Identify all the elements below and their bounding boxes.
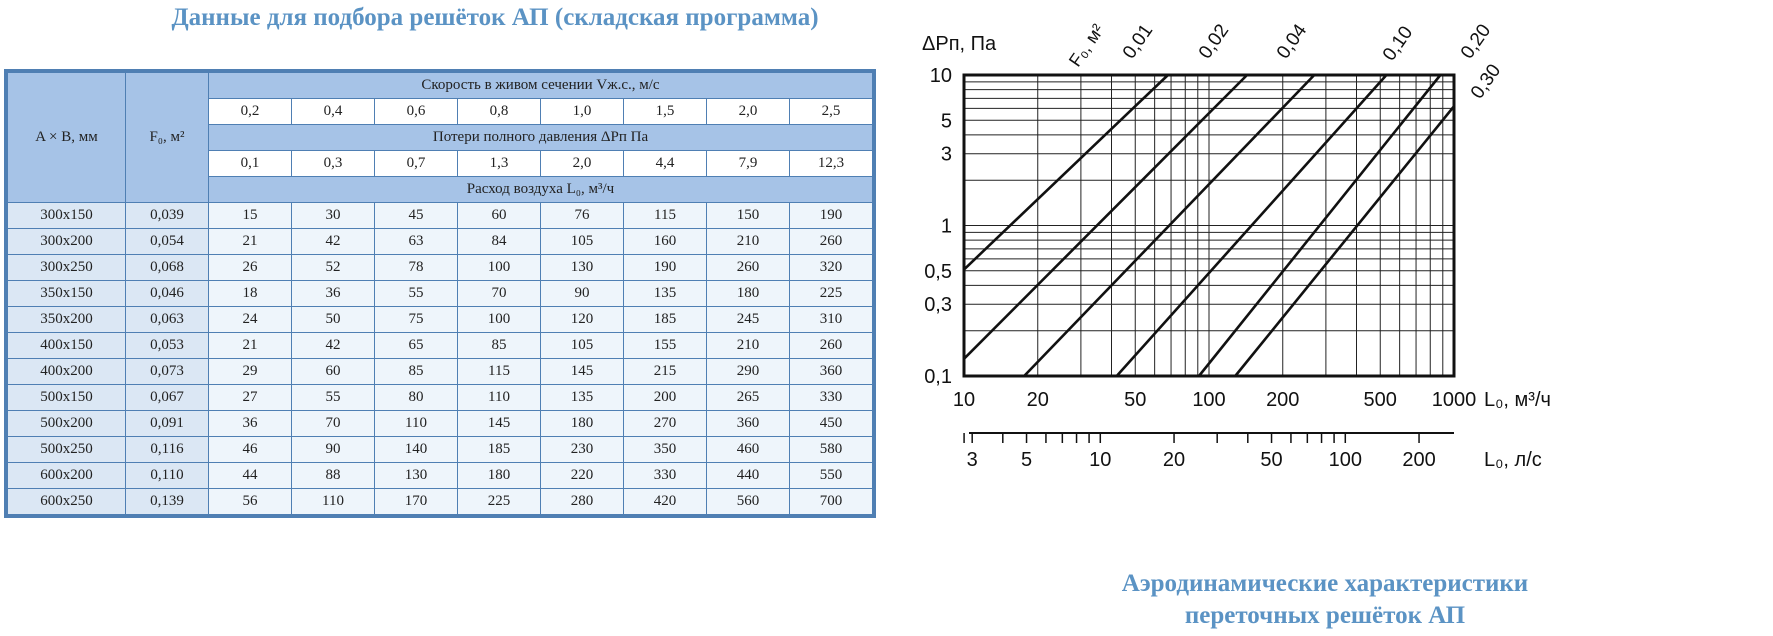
flow-cell: 260 <box>790 333 873 359</box>
speed-cell: 0,6 <box>375 99 458 125</box>
flow-cell: 155 <box>624 333 707 359</box>
flow-cell: 90 <box>541 281 624 307</box>
flow-cell: 110 <box>375 411 458 437</box>
series-label: 0,10 <box>1378 22 1418 65</box>
x-tick-label: 200 <box>1266 389 1300 411</box>
flow-cell: 440 <box>707 463 790 489</box>
x-tick-label: 100 <box>1192 389 1226 411</box>
loss-cell: 0,3 <box>292 151 375 177</box>
flow-cell: 42 <box>292 229 375 255</box>
loss-cell: 1,3 <box>458 151 541 177</box>
flow-cell: 27 <box>209 385 292 411</box>
flow-cell: 360 <box>707 411 790 437</box>
flow-cell: 330 <box>790 385 873 411</box>
flow-cell: 55 <box>292 385 375 411</box>
table-row <box>8 229 873 255</box>
flow-cell: 26 <box>209 255 292 281</box>
flow-cell: 42 <box>292 333 375 359</box>
flow-cell: 180 <box>458 463 541 489</box>
secondary-tick-label: 100 <box>1328 449 1362 471</box>
x-axis-label: L₀, м³/ч <box>1484 389 1551 411</box>
table-row <box>8 489 873 515</box>
y-tick-label: 1 <box>940 215 952 238</box>
flow-cell: 120 <box>541 307 624 333</box>
flow-cell: 80 <box>375 385 458 411</box>
series-line <box>1235 106 1454 376</box>
table-row <box>8 255 873 281</box>
flow-cell: 24 <box>209 307 292 333</box>
flow-cell: 84 <box>458 229 541 255</box>
flow-cell: 52 <box>292 255 375 281</box>
speed-cell: 1,5 <box>624 99 707 125</box>
flow-cell: 60 <box>292 359 375 385</box>
flow-cell: 115 <box>458 359 541 385</box>
speed-cell: 0,4 <box>292 99 375 125</box>
x-tick-label: 500 <box>1363 389 1397 411</box>
flow-cell: 170 <box>375 489 458 515</box>
flow-cell: 135 <box>541 385 624 411</box>
flow-cell: 260 <box>790 229 873 255</box>
secondary-tick-label: 5 <box>1020 449 1033 471</box>
flow-cell: 21 <box>209 229 292 255</box>
flow-cell: 230 <box>541 437 624 463</box>
flow-cell: 420 <box>624 489 707 515</box>
flow-cell: 150 <box>707 203 790 229</box>
speed-cell: 1,0 <box>541 99 624 125</box>
header-speed: Скорость в живом сечении Vж.с., м/с <box>209 73 873 99</box>
flow-cell: 56 <box>209 489 292 515</box>
flow-cell: 75 <box>375 307 458 333</box>
loss-cell: 0,1 <box>209 151 292 177</box>
y-tick-label: 0,5 <box>924 260 952 283</box>
series-header: F₀, м² <box>1064 20 1109 71</box>
table-title: Данные для подбора решёток АП (складская программа) <box>171 4 819 31</box>
x-tick-label: 50 <box>1124 389 1147 411</box>
flow-cell: 320 <box>790 255 873 281</box>
x-tick-label: 20 <box>1026 389 1049 411</box>
aerodynamic-chart <box>922 0 1773 560</box>
flow-cell: 55 <box>375 281 458 307</box>
flow-cell: 115 <box>624 203 707 229</box>
flow-cell: 36 <box>209 411 292 437</box>
flow-cell: 180 <box>707 281 790 307</box>
flow-cell: 580 <box>790 437 873 463</box>
header-flow: Расход воздуха L₀, м³/ч <box>209 177 873 203</box>
f0-cell: 0,067 <box>126 385 209 411</box>
flow-cell: 450 <box>790 411 873 437</box>
flow-cell: 700 <box>790 489 873 515</box>
series-line <box>964 75 1247 359</box>
size-cell: 350x200 <box>8 307 126 333</box>
f0-cell: 0,063 <box>126 307 209 333</box>
loss-cell: 7,9 <box>707 151 790 177</box>
flow-cell: 100 <box>458 307 541 333</box>
flow-cell: 70 <box>458 281 541 307</box>
flow-cell: 63 <box>375 229 458 255</box>
y-tick-label: 0,3 <box>924 294 952 317</box>
flow-cell: 105 <box>541 333 624 359</box>
flow-cell: 30 <box>292 203 375 229</box>
flow-cell: 105 <box>541 229 624 255</box>
header-size: A × B, мм <box>8 73 126 203</box>
flow-cell: 190 <box>790 203 873 229</box>
size-cell: 300x200 <box>8 229 126 255</box>
secondary-tick-label: 10 <box>1089 449 1112 471</box>
flow-cell: 85 <box>458 333 541 359</box>
size-cell: 350x150 <box>8 281 126 307</box>
size-cell: 500x200 <box>8 411 126 437</box>
selection-table <box>7 72 873 515</box>
flow-cell: 200 <box>624 385 707 411</box>
flow-cell: 135 <box>624 281 707 307</box>
flow-cell: 76 <box>541 203 624 229</box>
secondary-axis-label: L₀, л/с <box>1484 449 1542 471</box>
flow-cell: 350 <box>624 437 707 463</box>
table-row <box>8 411 873 437</box>
flow-cell: 50 <box>292 307 375 333</box>
flow-cell: 145 <box>541 359 624 385</box>
y-tick-label: 5 <box>940 110 952 133</box>
flow-cell: 220 <box>541 463 624 489</box>
series-label: 0,02 <box>1194 20 1234 63</box>
series-label: 0,01 <box>1118 20 1158 63</box>
size-cell: 600x200 <box>8 463 126 489</box>
loss-cell: 0,7 <box>375 151 458 177</box>
secondary-tick-label: 200 <box>1402 449 1436 471</box>
header-f0: F₀, м² <box>126 73 209 203</box>
flow-cell: 550 <box>790 463 873 489</box>
series-label: 0,30 <box>1466 60 1506 103</box>
x-tick-label: 1000 <box>1431 389 1477 411</box>
f0-cell: 0,110 <box>126 463 209 489</box>
flow-cell: 100 <box>458 255 541 281</box>
flow-cell: 130 <box>375 463 458 489</box>
size-cell: 500x250 <box>8 437 126 463</box>
table-row <box>8 437 873 463</box>
x-tick-label: 10 <box>952 389 976 411</box>
size-cell: 500x150 <box>8 385 126 411</box>
flow-cell: 21 <box>209 333 292 359</box>
flow-cell: 46 <box>209 437 292 463</box>
flow-cell: 88 <box>292 463 375 489</box>
flow-cell: 210 <box>707 333 790 359</box>
flow-cell: 65 <box>375 333 458 359</box>
flow-cell: 145 <box>458 411 541 437</box>
f0-cell: 0,054 <box>126 229 209 255</box>
flow-cell: 60 <box>458 203 541 229</box>
flow-cell: 85 <box>375 359 458 385</box>
flow-cell: 185 <box>458 437 541 463</box>
y-tick-label: 3 <box>940 143 952 166</box>
f0-cell: 0,068 <box>126 255 209 281</box>
series-label: 0,04 <box>1272 20 1312 63</box>
f0-cell: 0,139 <box>126 489 209 515</box>
f0-cell: 0,053 <box>126 333 209 359</box>
size-cell: 400x150 <box>8 333 126 359</box>
flow-cell: 36 <box>292 281 375 307</box>
f0-cell: 0,091 <box>126 411 209 437</box>
secondary-tick-label: 3 <box>966 449 978 471</box>
table-row <box>8 359 873 385</box>
flow-cell: 110 <box>292 489 375 515</box>
flow-cell: 130 <box>541 255 624 281</box>
flow-cell: 210 <box>707 229 790 255</box>
flow-cell: 280 <box>541 489 624 515</box>
secondary-tick-label: 50 <box>1260 449 1283 471</box>
speed-cell: 0,8 <box>458 99 541 125</box>
flow-cell: 70 <box>292 411 375 437</box>
loss-cell: 4,4 <box>624 151 707 177</box>
flow-cell: 330 <box>624 463 707 489</box>
flow-cell: 78 <box>375 255 458 281</box>
flow-cell: 265 <box>707 385 790 411</box>
table-row <box>8 281 873 307</box>
flow-cell: 245 <box>707 307 790 333</box>
flow-cell: 140 <box>375 437 458 463</box>
flow-cell: 190 <box>624 255 707 281</box>
chart-caption: Аэродинамические характеристики переточных решёток АП <box>1121 570 1529 629</box>
flow-cell: 270 <box>624 411 707 437</box>
f0-cell: 0,073 <box>126 359 209 385</box>
flow-cell: 110 <box>458 385 541 411</box>
table-row <box>8 307 873 333</box>
size-cell: 400x200 <box>8 359 126 385</box>
flow-cell: 215 <box>624 359 707 385</box>
y-tick-label: 0,1 <box>924 366 952 388</box>
size-cell: 300x250 <box>8 255 126 281</box>
flow-cell: 44 <box>209 463 292 489</box>
flow-cell: 225 <box>458 489 541 515</box>
size-cell: 600x250 <box>8 489 126 515</box>
header-losses: Потери полного давления ΔPп Па <box>209 125 873 151</box>
f0-cell: 0,046 <box>126 281 209 307</box>
secondary-tick-label: 20 <box>1162 449 1186 471</box>
flow-cell: 90 <box>292 437 375 463</box>
flow-cell: 45 <box>375 203 458 229</box>
flow-cell: 160 <box>624 229 707 255</box>
table-row <box>8 385 873 411</box>
flow-cell: 560 <box>707 489 790 515</box>
flow-cell: 180 <box>541 411 624 437</box>
flow-cell: 225 <box>790 281 873 307</box>
loss-cell: 2,0 <box>541 151 624 177</box>
flow-cell: 310 <box>790 307 873 333</box>
f0-cell: 0,116 <box>126 437 209 463</box>
table-row <box>8 463 873 489</box>
table-row <box>8 333 873 359</box>
f0-cell: 0,039 <box>126 203 209 229</box>
flow-cell: 185 <box>624 307 707 333</box>
size-cell: 300x150 <box>8 203 126 229</box>
flow-cell: 460 <box>707 437 790 463</box>
flow-cell: 29 <box>209 359 292 385</box>
flow-cell: 360 <box>790 359 873 385</box>
speed-cell: 2,0 <box>707 99 790 125</box>
series-label: 0,20 <box>1456 20 1496 63</box>
flow-cell: 18 <box>209 281 292 307</box>
flow-cell: 15 <box>209 203 292 229</box>
speed-cell: 2,5 <box>790 99 873 125</box>
flow-cell: 290 <box>707 359 790 385</box>
y-tick-label: 10 <box>929 65 952 87</box>
speed-cell: 0,2 <box>209 99 292 125</box>
loss-cell: 12,3 <box>790 151 873 177</box>
flow-cell: 260 <box>707 255 790 281</box>
y-axis-label: ΔPп, Па <box>922 33 997 55</box>
table-row <box>8 203 873 229</box>
